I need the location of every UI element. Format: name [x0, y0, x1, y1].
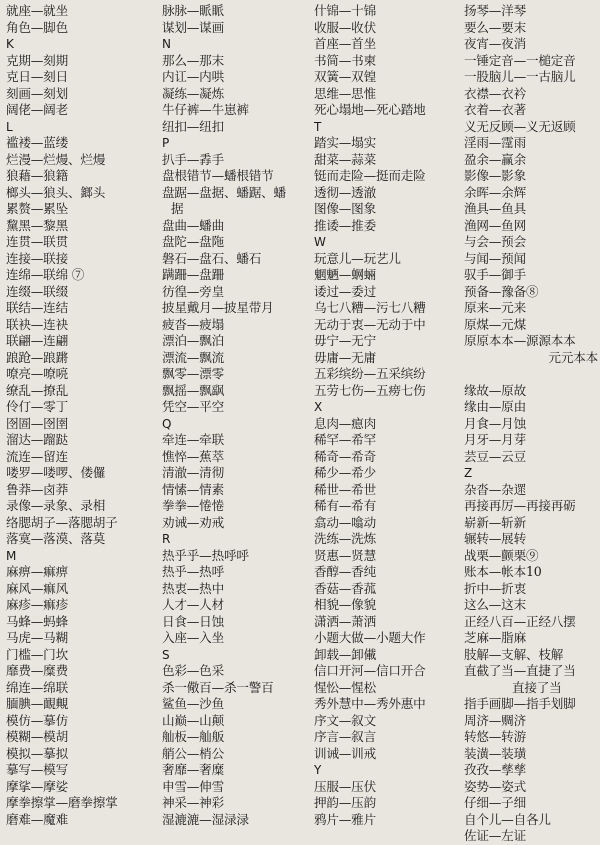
word-pair: 日食—日蚀 [162, 613, 224, 629]
word-pair: 连绵—联绵 ⑦ [6, 267, 85, 282]
word-pair: 艄公—梢公 [162, 745, 224, 761]
word-pair: 训诫—训戒 [314, 745, 376, 761]
word-pair: 山巅—山颠 [162, 712, 224, 728]
word-pair: 稀少—希少 [314, 465, 376, 480]
word-pair: 蹒跚—盘跚 [162, 267, 224, 282]
word-pair: 憔悴—蕉萃 [162, 448, 224, 464]
word-pair: 直接了当 [512, 679, 562, 695]
word-pair: 情愫—情素 [162, 481, 224, 497]
section-letter: T [314, 119, 322, 134]
word-pair: 杂沓—杂遝 [464, 481, 526, 497]
word-pair: 书简—书柬 [314, 52, 376, 68]
word-pair: 秀外慧中—秀外惠中 [314, 696, 426, 711]
word-pair: 辗转—展转 [464, 531, 526, 546]
word-pair: 毋宁—无宁 [314, 333, 376, 348]
word-pair: 拳拳—惓惓 [162, 498, 224, 513]
word-pair: 飘零—漂零 [162, 366, 224, 381]
word-pair: 翕动—噏动 [314, 514, 376, 530]
word-pair: 色彩—色采 [162, 663, 224, 678]
word-pair: 烂漫—烂熳、烂熳 [6, 151, 106, 167]
word-pair: 自个儿—自各儿 [464, 811, 551, 827]
section-letter: X [314, 400, 323, 414]
word-pair: 摩拳擦掌—磨拳擦掌 [6, 795, 118, 810]
word-pair: 流连—留连 [6, 448, 68, 464]
word-pair: 元元本本 [548, 349, 598, 365]
word-pair: 连接—联接 [6, 250, 68, 266]
word-pair: 内讧—内哄 [162, 69, 224, 84]
word-pair: 香醇—香纯 [314, 564, 376, 579]
word-pair: 甜菜—蒜菜 [314, 151, 376, 167]
word-pair: 摩挲—摩娑 [6, 778, 68, 794]
word-pair: 神采—神彩 [162, 795, 224, 810]
word-pair: 湿漉漉—湿渌渌 [162, 811, 249, 827]
word-pair: 直截了当—直捷了当 [464, 663, 576, 678]
word-pair: 盈余—赢余 [464, 151, 526, 167]
word-pair: 人才—人材 [162, 597, 224, 612]
word-pair: 思维—思惟 [314, 85, 376, 101]
word-pair: 信口开河—信口开合 [314, 663, 426, 678]
word-pair: 脉脉—眽眽 [162, 3, 224, 18]
word-pair: 五彩缤纷—五采缤纷 [314, 366, 426, 381]
section-letter: Z [464, 466, 473, 480]
word-pair: 刻画—刻划 [6, 85, 68, 101]
word-pair: 指手画脚—指手划脚 [464, 696, 576, 711]
word-pair: 飘摇—飘飖 [162, 382, 224, 398]
word-pair: 麻痹—痲痹 [6, 564, 68, 579]
word-pair: 盘陀—盘陁 [162, 234, 224, 249]
word-pair: 渔具—鱼具 [464, 201, 526, 216]
word-pair: 疲沓—疲塌 [162, 316, 224, 332]
word-pair: 魍魉—蛧蜽 [314, 267, 376, 282]
word-pair: 玩意儿—玩艺儿 [314, 250, 401, 266]
word-pair: 连缀—联缀 [6, 283, 68, 299]
word-pair: 牛仔裤—牛崽裤 [162, 102, 249, 117]
word-pair: 相貌—像貌 [314, 597, 376, 612]
word-pair: 踏实—塌实 [314, 135, 376, 150]
word-pair: 孜孜—孳孳 [464, 762, 526, 777]
word-pair: 序言—叙言 [314, 729, 376, 744]
word-pair: 热衷—热中 [162, 580, 224, 596]
word-pair: 伶仃—零丁 [6, 399, 68, 414]
column-4 [464, 3, 598, 845]
word-pair: 月食—月蚀 [464, 415, 526, 431]
word-pair: 稀罕—希罕 [314, 432, 376, 447]
word-pair: 绵连—绵联 [6, 679, 68, 695]
word-pair: 磐石—盘石、蟠石 [162, 250, 262, 266]
word-pair: 阔佬—阔老 [6, 102, 68, 117]
word-pair: 铤而走险—挺而走险 [314, 168, 426, 183]
word-pair: 热乎乎—热呼呼 [162, 547, 249, 563]
word-pair: 舢板—舢舨 [162, 729, 224, 744]
word-pair: 息肉—瘜肉 [314, 415, 376, 431]
section-letter: L [6, 119, 13, 134]
word-pair: 战栗—颤栗⑨ [464, 547, 539, 563]
word-pair: 盘曲—蟠曲 [162, 217, 224, 233]
word-pair: 诿过—委过 [314, 283, 376, 299]
word-pair: 溜达—蹓跶 [6, 432, 68, 447]
word-pair: 鲁莽—卤莽 [6, 481, 68, 497]
word-pair: 原来—元来 [464, 300, 526, 315]
section-letter: N [162, 37, 171, 51]
word-pair: 稀世—希世 [314, 481, 376, 497]
section-letter: P [162, 136, 170, 150]
word-pair: 芝麻—脂麻 [464, 630, 526, 645]
word-pair: 凭空—平空 [162, 399, 224, 414]
word-pair: 磨难—魔难 [6, 811, 68, 827]
word-pair: 序文—叙文 [314, 712, 376, 728]
word-pair: 影像—影象 [464, 168, 526, 183]
word-pair: 靡费—糜费 [6, 663, 68, 678]
column-2 [162, 3, 308, 828]
word-pair: 据 [171, 201, 184, 216]
word-pair: 要么—要末 [464, 19, 526, 35]
word-pair: 无动于衷—无动于中 [314, 316, 426, 332]
word-pair: 清澈—清彻 [162, 465, 224, 480]
word-pair: 纽扣—纽扣 [162, 118, 224, 134]
word-pair: 扒手—掱手 [162, 151, 224, 167]
word-pair: 与会—预会 [464, 234, 526, 249]
word-pair: 联结—连结 [6, 300, 68, 315]
section-letter: M [6, 548, 17, 563]
word-pair: 狼藉—狼籍 [6, 168, 68, 183]
word-pair [464, 366, 598, 383]
word-pair: 缘由—原由 [464, 399, 526, 414]
word-pair: 模仿—摹仿 [6, 712, 68, 728]
word-pair: 落寞—落漠、落莫 [6, 531, 106, 546]
word-pair: 驭手—御手 [464, 267, 526, 282]
word-pair: 压服—压伏 [314, 778, 376, 794]
word-pair: 周济—赒济 [464, 712, 526, 728]
word-pair: 褴褛—蓝缕 [6, 135, 68, 150]
word-pair: 谋划—谋画 [162, 19, 224, 35]
word-pair: 潇洒—萧洒 [314, 613, 376, 629]
word-pair: 缭乱—撩乱 [6, 382, 68, 398]
word-pair: 渔网—鱼网 [464, 217, 526, 233]
word-pair: 凝练—凝炼 [162, 85, 224, 101]
word-pair: 模拟—摹拟 [6, 745, 68, 761]
word-pair: 漂流—飘流 [162, 349, 224, 365]
word-pair: 踉跄—踉蹡 [6, 349, 68, 365]
word-pair: 扬琴—洋琴 [464, 3, 526, 18]
section-letter: W [314, 235, 326, 249]
word-pair: 一股脑儿—一古脑儿 [464, 69, 576, 84]
word-pair: 透彻—透澈 [314, 184, 376, 200]
word-pair: 披星戴月—披星带月 [162, 300, 274, 315]
word-pair: 双簧—双锽 [314, 69, 376, 84]
word-pair: 预备—豫备⑧ [464, 283, 539, 299]
word-pair: 稀奇—希奇 [314, 448, 376, 464]
word-pair: 推诿—推委 [314, 217, 376, 233]
word-pair: 缘故—原故 [464, 382, 526, 398]
word-pair: 热乎—热呼 [162, 564, 224, 579]
word-pair: 这么—这末 [464, 597, 526, 612]
section-letter: Y [314, 763, 322, 777]
word-pair: 鸦片—雅片 [314, 811, 376, 827]
word-pair: 麻风—痲风 [6, 580, 68, 596]
word-pair: 死心塌地—死心踏地 [314, 102, 426, 117]
word-pair: 马蜂—蚂蜂 [6, 613, 68, 629]
word-pair: 喽罗—喽啰、偻儸 [6, 465, 106, 480]
word-pair: 门槛—门坎 [6, 646, 68, 662]
word-pair: 月牙—月芽 [464, 432, 526, 447]
word-pair: 什锦—十锦 [314, 3, 376, 18]
word-pair: 彷徨—旁皇 [162, 283, 224, 299]
word-pair: 申雪—伸雪 [162, 778, 224, 794]
word-pair: 录像—录象、录相 [6, 498, 106, 513]
section-letter: K [6, 37, 14, 51]
word-pair: 稀有—希有 [314, 498, 376, 513]
word-pair: 小题大做—小题大作 [314, 630, 426, 645]
word-pair: 奢靡—奢糜 [162, 762, 224, 777]
word-pair: 盘踞—盘据、蟠踞、蟠 [162, 184, 286, 200]
word-pair: 嘹亮—嘹喨 [6, 366, 68, 381]
word-pair: 折中—折衷 [464, 580, 526, 596]
word-pair: 腼腆—靦覥 [6, 696, 68, 711]
word-pair: 与闻—预闻 [464, 250, 526, 266]
word-pair: 克日—刻日 [6, 69, 68, 84]
word-pair: 押韵—压韵 [314, 795, 376, 810]
word-pair: 贤惠—贤慧 [314, 547, 376, 563]
word-pair: 姿势—姿式 [464, 778, 526, 794]
word-pair: 原煤—元煤 [464, 316, 526, 332]
section-letter: Q [162, 416, 172, 431]
word-pair: 崭新—斩新 [464, 514, 526, 530]
word-pair: 麻疹—痲疹 [6, 597, 68, 612]
word-pair: 账本—帐本10 [464, 564, 542, 579]
word-pair: 杀一儆百—杀一警百 [162, 679, 274, 695]
word-pair: 五劳七伤—五痨七伤 [314, 382, 426, 398]
word-pair: 摹写—模写 [6, 762, 68, 777]
word-pair: 佐证—左证 [464, 828, 526, 843]
word-pair: 累赘—累坠 [6, 201, 68, 216]
word-pair: 入座—入坐 [162, 630, 224, 645]
word-pair: 义无反顾—义无返顾 [464, 118, 576, 134]
word-pair: 克期—刻期 [6, 52, 68, 68]
word-pair: 联袂—连袂 [6, 316, 68, 332]
word-pair: 盘根错节—蟠根错节 [162, 168, 274, 183]
word-pair: 衣襟—衣衿 [464, 85, 526, 101]
word-pair: 淫雨—霪雨 [464, 135, 526, 150]
word-pair: 首座—首坐 [314, 36, 376, 51]
word-pair: 就座—就坐 [6, 3, 68, 18]
word-pair: 黧黑—黎黑 [6, 217, 68, 233]
word-pair: 牵连—牵联 [162, 432, 224, 447]
word-pair: 惺忪—惺松 [314, 679, 376, 695]
word-pair: 原原本本—源源本本 [464, 333, 576, 348]
word-pair: 余晖—余辉 [464, 184, 526, 200]
word-pair: 衣着—衣著 [464, 102, 526, 117]
word-pair: 榔头—狼头、鎯头 [6, 184, 106, 200]
word-pair: 仔细—子细 [464, 795, 526, 810]
word-pair: 肢解—支解、枝解 [464, 646, 564, 662]
word-pair: 联翩—连翩 [6, 333, 68, 348]
word-pair: 香菇—香菰 [314, 580, 376, 596]
column-3 [314, 3, 464, 828]
word-pair: 模糊—模胡 [6, 729, 68, 744]
section-letter: S [162, 647, 170, 662]
word-pair: 转悠—转游 [464, 729, 526, 744]
word-pair: 装潢—装璜 [464, 745, 526, 761]
word-pair: 洗练—洗炼 [314, 531, 376, 546]
word-pair: 络腮胡子—落腮胡子 [6, 514, 118, 530]
word-pair: 连贯—联贯 [6, 234, 68, 249]
section-letter: R [162, 532, 171, 546]
word-pair: 毋庸—无庸 [314, 349, 376, 365]
word-pair: 马虎—马糊 [6, 630, 68, 645]
word-pair: 角色—脚色 [6, 19, 68, 35]
word-pair: 夜宵—夜消 [464, 36, 526, 51]
word-pair: 正经八百—正经八摆 [464, 613, 576, 629]
word-pair: 再接再厉—再接再砺 [464, 498, 576, 513]
word-pair: 漂泊—飘泊 [162, 333, 224, 348]
word-pair: 收服—收伏 [314, 19, 376, 35]
word-pair: 乌七八糟—污七八糟 [314, 300, 426, 315]
word-pair: 一锤定音—一槌定音 [464, 52, 576, 68]
word-pair: 劝诫—劝戒 [162, 514, 224, 530]
word-pair: 鲨鱼—沙鱼 [162, 696, 224, 711]
word-pair: 图像—图象 [314, 201, 376, 216]
word-pair: 囹圄—囹圉 [6, 415, 68, 431]
word-pair: 芸豆—云豆 [464, 448, 526, 464]
word-pair: 卸载—卸儎 [314, 646, 376, 662]
column-1 [6, 3, 152, 828]
word-pair: 那么—那末 [162, 52, 224, 68]
